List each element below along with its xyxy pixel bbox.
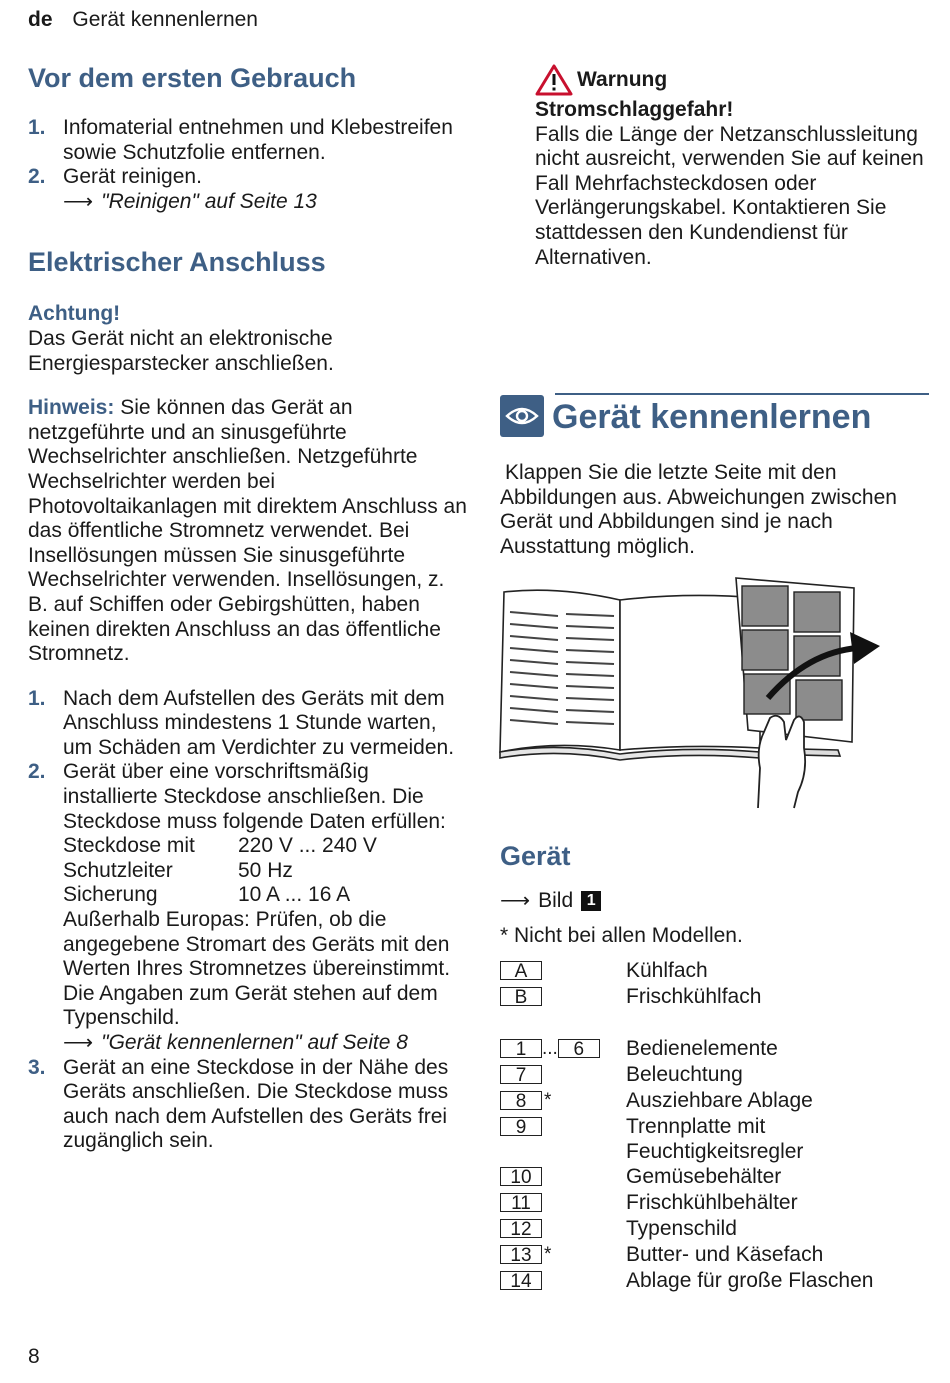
footnote-text: * Nicht bei allen Modellen. bbox=[500, 924, 743, 947]
steps-list bbox=[28, 116, 468, 214]
step-number: 1. bbox=[28, 686, 46, 710]
figure-reference bbox=[500, 889, 601, 914]
achtung-text: Das Gerät nicht an elektronische Energiesparstecker anschließen. bbox=[28, 326, 334, 375]
chapter-title: Gerät kennenlernen bbox=[552, 398, 872, 436]
warning-text: Falls die Länge der Netzanschlussleitung nicht ausreicht, verwenden Sie auf keinen Fall Mehrfachsteckdosen oder Verlängerungskabel. Kontaktieren Sie stattdessen den Kundendienst für Alternativen. bbox=[535, 122, 924, 269]
spec-key: Sicherung bbox=[63, 883, 158, 907]
foldout-page-illustration bbox=[498, 572, 884, 812]
legend-text: Kühlfach bbox=[626, 959, 708, 982]
spec-value: 50 Hz bbox=[238, 858, 293, 882]
list-item bbox=[28, 165, 468, 190]
page-number: 8 bbox=[28, 1345, 40, 1368]
step-number: 1. bbox=[28, 116, 46, 139]
legend-key: 11 bbox=[500, 1193, 542, 1212]
legend-text: Typenschild bbox=[626, 1217, 737, 1240]
legend-key: A bbox=[500, 961, 542, 980]
legend-text: Beleuchtung bbox=[626, 1063, 743, 1086]
hinweis-text: Sie können das Gerät an netzgeführte und an sinusgeführte Wechselrichter anschließen. Netzgeführte Wechselrichter werden bei Photovoltaikanlagen mit direktem Anschluss an das öffentliche Stromnetz verwendet. Bei Insellösungen müssen Sie sinusgeführte Wechselrichter verwenden. Insellösungen, z. B. auf Schiffen oder Gebirgshütten, haben keinen direkten Anschluss an das öffentliche Stromnetz. bbox=[28, 396, 467, 666]
legend-text: Bedienelemente bbox=[626, 1037, 778, 1060]
chapter-rule bbox=[555, 393, 929, 395]
intro-text: Klappen Sie die letzte Seite mit den Abbildungen aus. Abweichungen zwischen Gerät und Abbildungen sind je nach Ausstattung möglich. bbox=[500, 461, 897, 558]
reference-link[interactable]: "Gerät kennenlernen" auf Seite 8 bbox=[101, 1031, 408, 1054]
warning-label: Warnung bbox=[577, 67, 668, 91]
legend-text: Gemüsebehälter bbox=[626, 1165, 782, 1188]
range-separator: ... bbox=[542, 1038, 558, 1059]
cross-reference bbox=[63, 1031, 468, 1056]
spec-table bbox=[63, 834, 468, 908]
legend-key: 8 bbox=[500, 1091, 542, 1110]
list-item bbox=[28, 1056, 468, 1154]
legend-key: 7 bbox=[500, 1065, 542, 1084]
legend-key: B bbox=[500, 987, 542, 1006]
warning-triangle-icon bbox=[535, 64, 573, 96]
step-text: Gerät an eine Steckdose in der Nähe des Geräts anschließen. Die Steckdose muss auch nach dem Aufstellen des Geräts frei zugänglich sein. bbox=[63, 1055, 449, 1153]
running-header bbox=[28, 8, 258, 33]
hinweis-label: Hinweis: bbox=[28, 396, 115, 420]
legend-text: Ausziehbare Ablage bbox=[626, 1089, 813, 1112]
install-steps bbox=[28, 687, 468, 1154]
achtung-block bbox=[28, 302, 468, 376]
spec-value: 220 V ... 240 V bbox=[238, 834, 377, 858]
step-text: Gerät über eine vorschriftsmäßig installierte Steckdose anschließen. Die Steckdose muss folgende Daten erfüllen: bbox=[63, 760, 446, 833]
step-number: 2. bbox=[28, 165, 46, 189]
heading-vor-dem-ersten-gebrauch: Vor dem ersten Gebrauch bbox=[28, 63, 357, 93]
legend-text: Ablage für große Flaschen bbox=[626, 1269, 874, 1292]
cross-reference bbox=[28, 190, 468, 215]
warning-title: Stromschlaggefahr! bbox=[535, 98, 734, 121]
legend-text: Frischkühlbehälter bbox=[626, 1191, 798, 1214]
eye-icon bbox=[500, 395, 544, 437]
step-number: 2. bbox=[28, 760, 46, 784]
legend-key: 6 bbox=[558, 1039, 600, 1058]
legend-key: 10 bbox=[500, 1167, 542, 1186]
left-column bbox=[28, 62, 468, 1154]
spec-key: Steckdose mit bbox=[63, 834, 195, 858]
legend-key: 13 bbox=[500, 1245, 542, 1264]
list-item bbox=[28, 687, 468, 761]
legend-key: 1 bbox=[500, 1039, 542, 1058]
legend-key: 9 bbox=[500, 1117, 542, 1136]
figure-number-badge: 1 bbox=[581, 891, 601, 911]
arrow-right-icon: ⟶ bbox=[63, 1031, 94, 1054]
heading-elektrischer-anschluss: Elektrischer Anschluss bbox=[28, 247, 326, 278]
header-section: Gerät kennenlernen bbox=[72, 8, 258, 31]
bild-label: Bild bbox=[538, 889, 574, 912]
step-number: 3. bbox=[28, 1055, 46, 1079]
legend-key: 12 bbox=[500, 1219, 542, 1238]
list-item bbox=[28, 116, 468, 165]
optional-star: * bbox=[544, 1244, 552, 1265]
reference-link[interactable]: "Reinigen" auf Seite 13 bbox=[101, 189, 317, 213]
spec-key: Schutzleiter bbox=[63, 858, 173, 882]
arrow-right-icon: ⟶ bbox=[500, 889, 531, 912]
legend-key: 14 bbox=[500, 1271, 542, 1290]
heading-geraet: Gerät bbox=[500, 841, 571, 871]
step-text: Außerhalb Europas: Prüfen, ob die angegebene Stromart des Geräts mit den Werten Ihres Stromnetzes übereinstimmt. Die Angaben zum Gerät stehen auf dem Typenschild. bbox=[63, 908, 451, 1030]
achtung-label: Achtung! bbox=[28, 302, 121, 326]
step-text: Gerät reinigen. bbox=[63, 165, 202, 189]
arrow-right-icon: ⟶ bbox=[63, 189, 94, 213]
list-item bbox=[28, 760, 468, 1055]
legend-text: Butter- und Käsefach bbox=[626, 1243, 824, 1266]
language-code: de bbox=[28, 8, 53, 31]
step-text: Infomaterial entnehmen und Klebestreifen sowie Schutzfolie entfernen. bbox=[63, 116, 453, 164]
step-text: Nach dem Aufstellen des Geräts mit dem Anschluss mindestens 1 Stunde warten, um Schäden am Verdichter zu vermeiden. bbox=[63, 686, 455, 759]
legend-text: Trennplatte mit Feuchtigkeitsregler bbox=[626, 1115, 804, 1163]
optional-star: * bbox=[544, 1090, 552, 1111]
hinweis-block bbox=[28, 396, 468, 667]
legend-text: Frischkühlfach bbox=[626, 985, 762, 1008]
warning-block bbox=[535, 64, 935, 270]
spec-value: 10 A ... 16 A bbox=[238, 883, 351, 907]
